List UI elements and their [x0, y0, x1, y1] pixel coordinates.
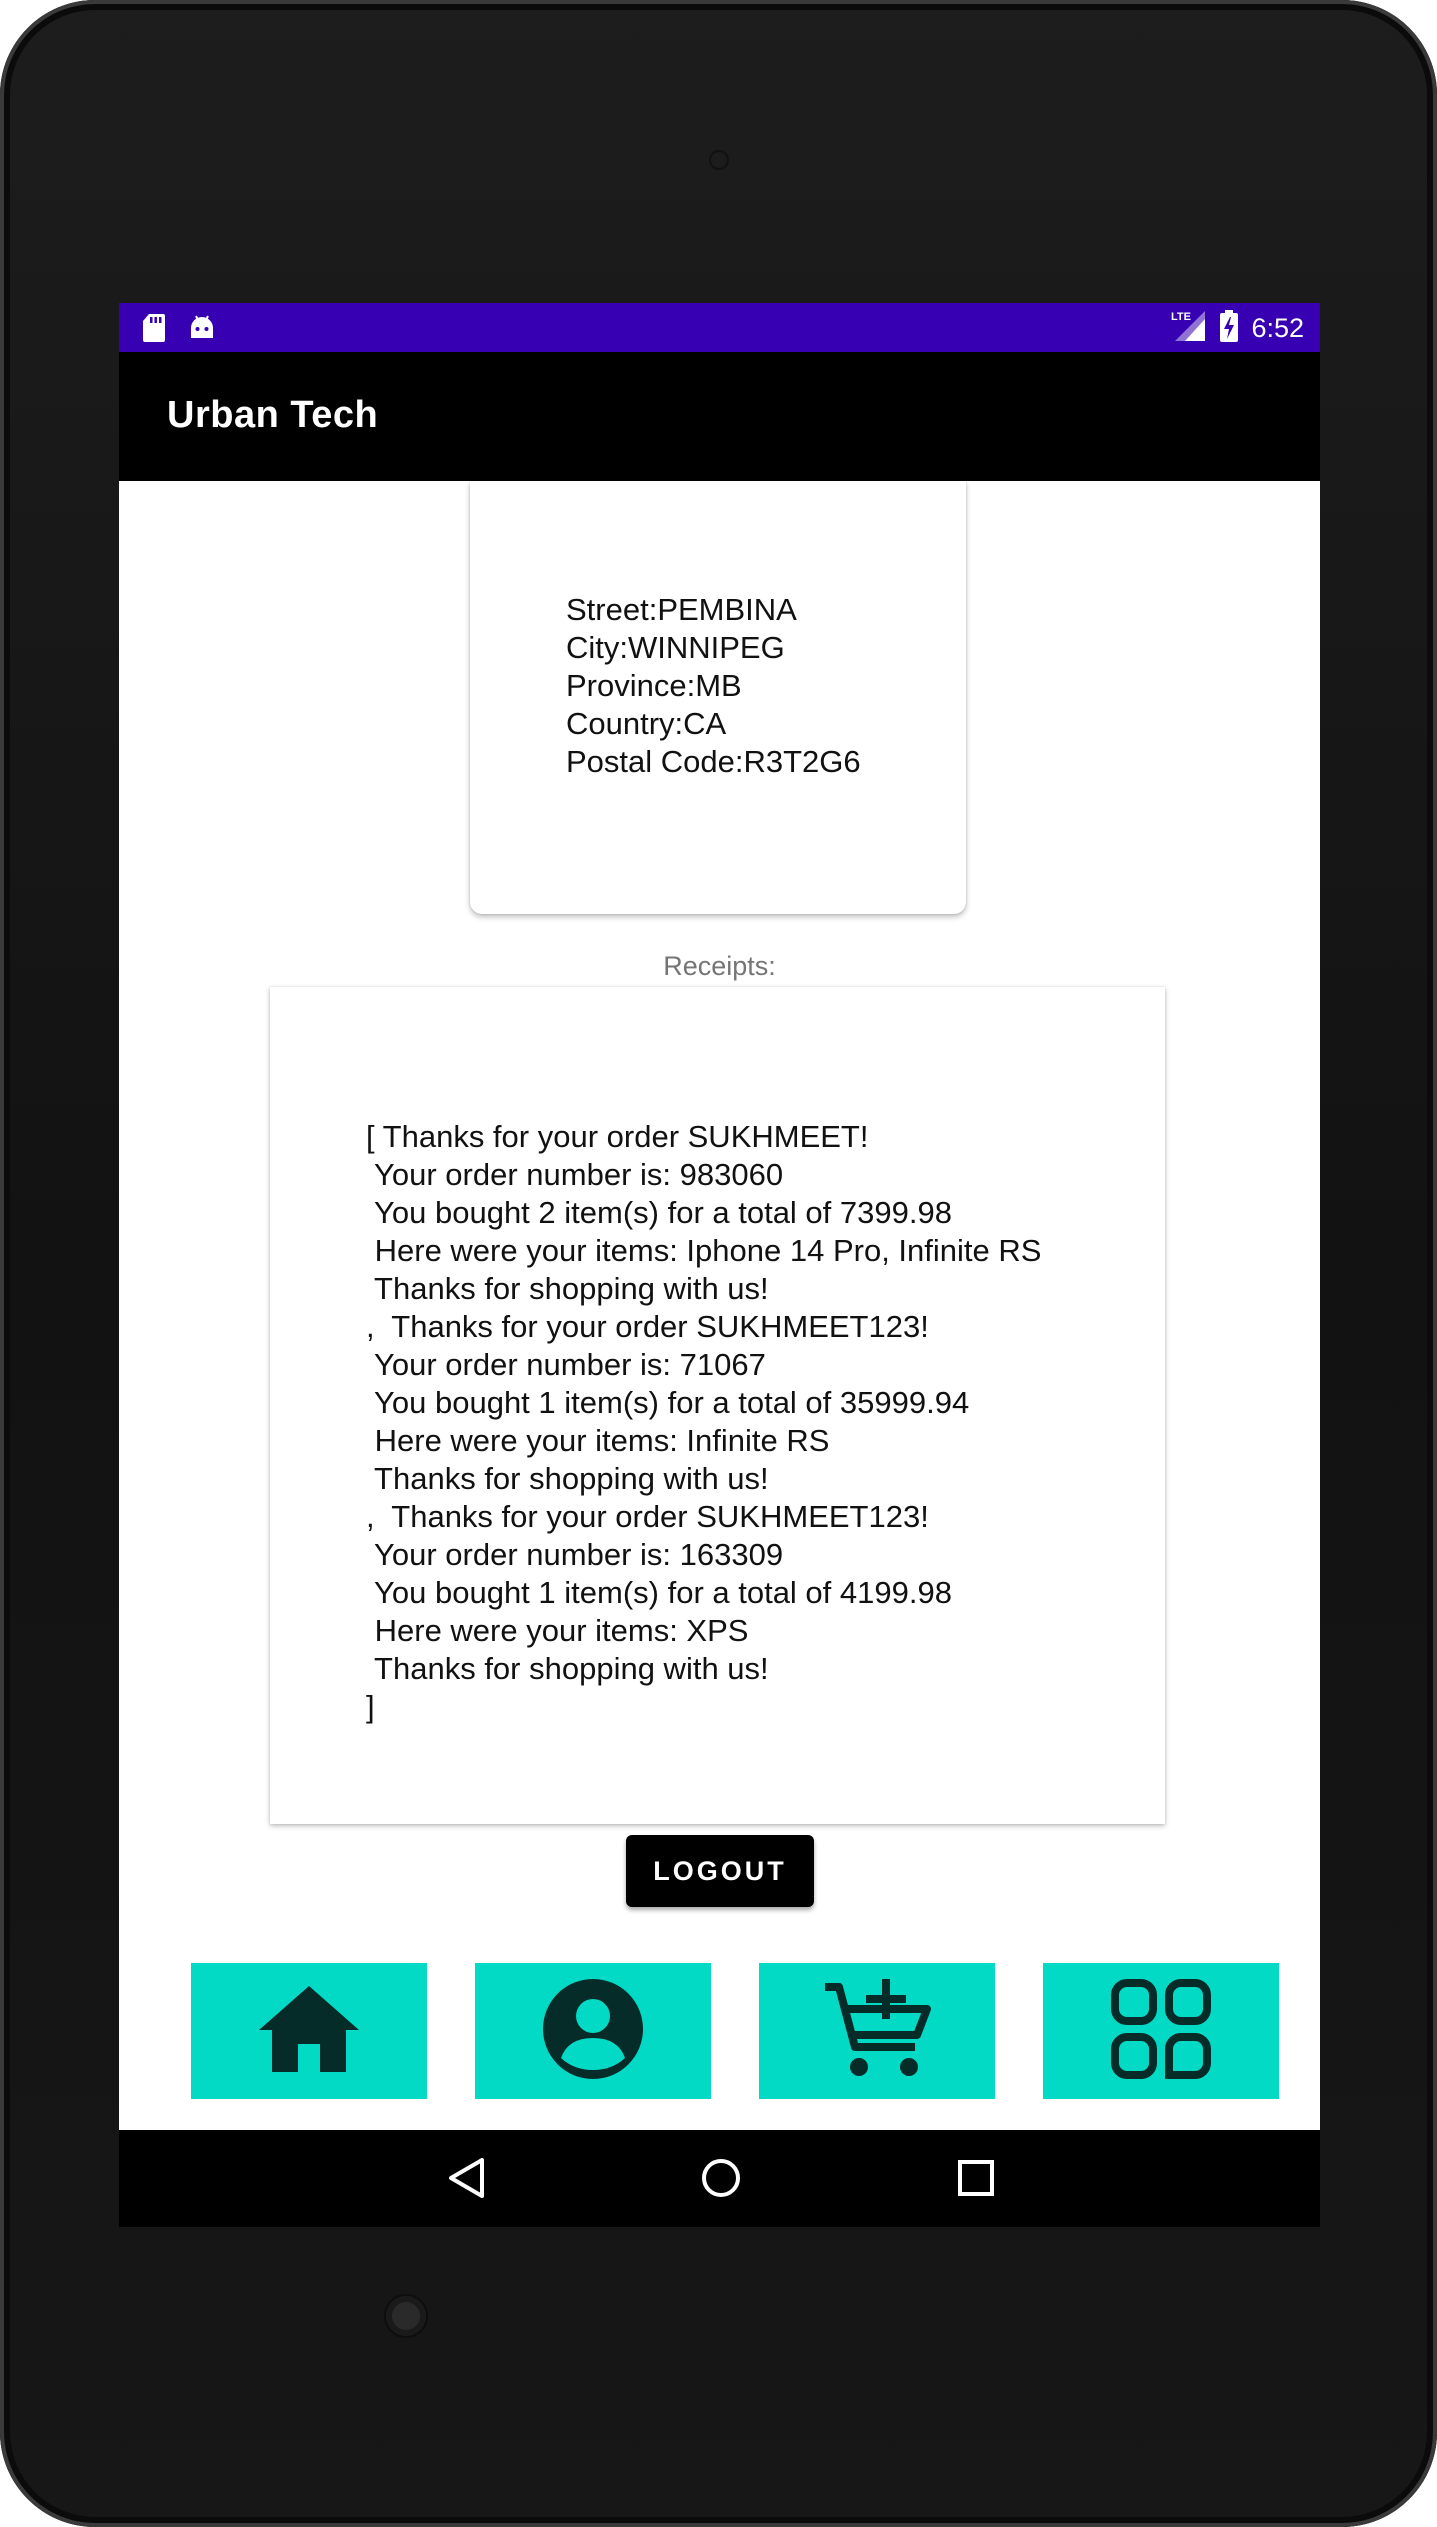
apps-grid-icon — [1111, 1979, 1211, 2084]
back-icon[interactable] — [446, 2156, 488, 2205]
address-details — [566, 591, 861, 781]
address-street: Street:PEMBINA — [566, 592, 797, 627]
address-country: Country:CA — [566, 706, 727, 741]
app-screen — [119, 303, 1320, 2227]
sensor — [386, 2296, 426, 2336]
address-postal-code: Postal Code:R3T2G6 — [566, 744, 861, 779]
nav-home-button[interactable] — [191, 1963, 427, 2099]
home-icon — [257, 1984, 361, 2079]
sd-card-icon — [141, 312, 167, 349]
receipts-label: Receipts: — [663, 951, 776, 981]
account-icon — [542, 1978, 644, 2085]
app-title: Urban Tech — [167, 394, 379, 436]
status-bar — [119, 303, 1320, 352]
add-to-cart-icon — [823, 1977, 931, 2086]
logout-button[interactable]: LOGOUT — [626, 1835, 814, 1907]
front-camera — [711, 152, 727, 168]
address-city: City:WINNIPEG — [566, 630, 785, 665]
receipts-card — [270, 987, 1165, 1824]
battery-charging-icon — [1219, 309, 1239, 348]
home-circle-icon[interactable] — [700, 2156, 742, 2205]
recents-icon[interactable] — [956, 2156, 996, 2205]
status-time: 6:52 — [1251, 313, 1304, 343]
svg-text:LTE: LTE — [1171, 311, 1192, 323]
address-card — [470, 481, 966, 914]
address-province: Province:MB — [566, 668, 742, 703]
nav-apps-button[interactable] — [1043, 1963, 1279, 2099]
app-bar — [119, 352, 1320, 481]
nav-cart-button[interactable] — [759, 1963, 995, 2099]
system-nav-bar — [119, 2130, 1320, 2227]
receipts-text: [ Thanks for your order SUKHMEET! Your order number is: 983060 You bought 2 item(s) for a total of 7399.98 Here were your items: Iphone 14 Pro, Infinite RS Thanks for shopping with us! , Thanks for your order SUKHMEET123! Your order number is: 71067 You bought 1 item(s) for a total of 35999.94 Here were your items: Infinite RS Thanks for shopping with us! , Thanks for your order SUKHMEET123! Your order number is: 163309 You bought 1 item(s) for a total of 4199.98 Here were your items: XPS Thanks for shopping with us! ] — [366, 1119, 1042, 1724]
nav-account-button[interactable] — [475, 1963, 711, 2099]
lte-signal-icon — [1171, 309, 1207, 348]
android-debug-icon — [187, 312, 217, 349]
